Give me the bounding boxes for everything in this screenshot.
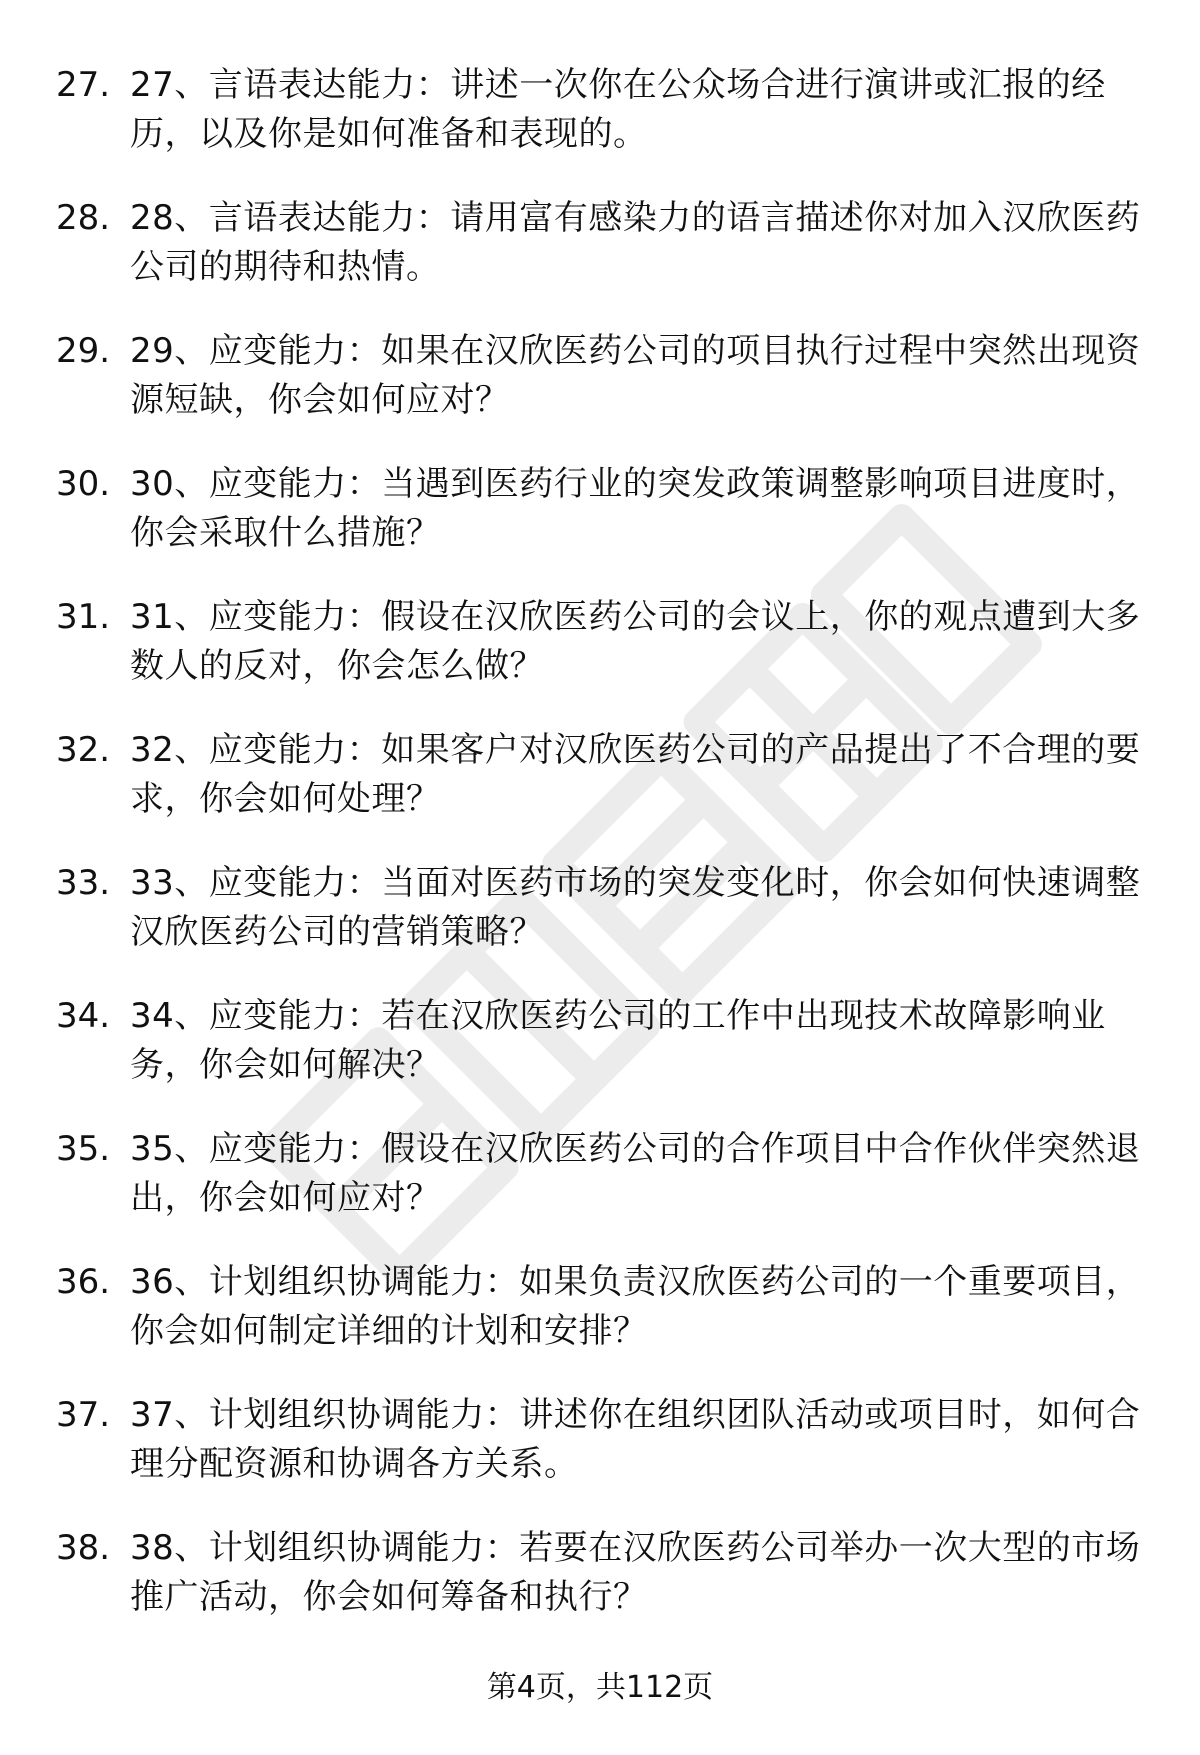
list-item <box>0 454 1200 587</box>
question-text: 28、言语表达能力：请用富有感染力的语言描述你对加入汉欣医药公司的期待和热情。 <box>130 198 1141 287</box>
question-number: 36. <box>56 1262 111 1302</box>
question-text: 34、应变能力：若在汉欣医药公司的工作中出现技术故障影响业务，你会如何解决？ <box>130 996 1106 1085</box>
question-number: 28. <box>56 198 111 238</box>
question-text: 35、应变能力：假设在汉欣医药公司的合作项目中合作伙伴突然退出，你会如何应对？ <box>130 1129 1141 1218</box>
question-text: 29、应变能力：如果在汉欣医药公司的项目执行过程中突然出现资源短缺，你会如何应对？ <box>130 331 1141 420</box>
list-item <box>0 1252 1200 1385</box>
list-item <box>0 55 1200 188</box>
list-item <box>0 1119 1200 1252</box>
question-number: 31. <box>56 597 111 637</box>
list-item <box>0 188 1200 321</box>
list-item <box>0 321 1200 454</box>
list-item <box>0 587 1200 720</box>
question-number: 33. <box>56 863 111 903</box>
list-item <box>0 853 1200 986</box>
question-number: 37. <box>56 1395 111 1435</box>
question-list <box>0 55 1200 1651</box>
list-item <box>0 1518 1200 1651</box>
list-item <box>0 1385 1200 1518</box>
question-text: 32、应变能力：如果客户对汉欣医药公司的产品提出了不合理的要求，你会如何处理？ <box>130 730 1141 819</box>
question-number: 27. <box>56 65 111 105</box>
question-number: 29. <box>56 331 111 371</box>
question-text: 27、言语表达能力：讲述一次你在公众场合进行演讲或汇报的经历，以及你是如何准备和表现的。 <box>130 65 1106 154</box>
question-text: 31、应变能力：假设在汉欣医药公司的会议上，你的观点遭到大多数人的反对，你会怎么做？ <box>130 597 1141 686</box>
page-footer: 第4页，共112页 <box>486 1670 714 1705</box>
question-text: 33、应变能力：当面对医药市场的突发变化时，你会如何快速调整汉欣医药公司的营销策略？ <box>130 863 1141 952</box>
question-text: 38、计划组织协调能力：若要在汉欣医药公司举办一次大型的市场推广活动，你会如何筹备和执行？ <box>130 1528 1141 1617</box>
list-item <box>0 720 1200 853</box>
question-number: 30. <box>56 464 111 504</box>
question-text: 36、计划组织协调能力：如果负责汉欣医药公司的一个重要项目，你会如何制定详细的计划和安排？ <box>130 1262 1141 1351</box>
question-text: 30、应变能力：当遇到医药行业的突发政策调整影响项目进度时，你会采取什么措施？ <box>130 464 1141 553</box>
question-number: 32. <box>56 730 111 770</box>
question-text: 37、计划组织协调能力：讲述你在组织团队活动或项目时，如何合理分配资源和协调各方关系。 <box>130 1395 1141 1484</box>
question-number: 34. <box>56 996 111 1036</box>
question-number: 35. <box>56 1129 111 1169</box>
question-number: 38. <box>56 1528 111 1568</box>
list-item <box>0 986 1200 1119</box>
